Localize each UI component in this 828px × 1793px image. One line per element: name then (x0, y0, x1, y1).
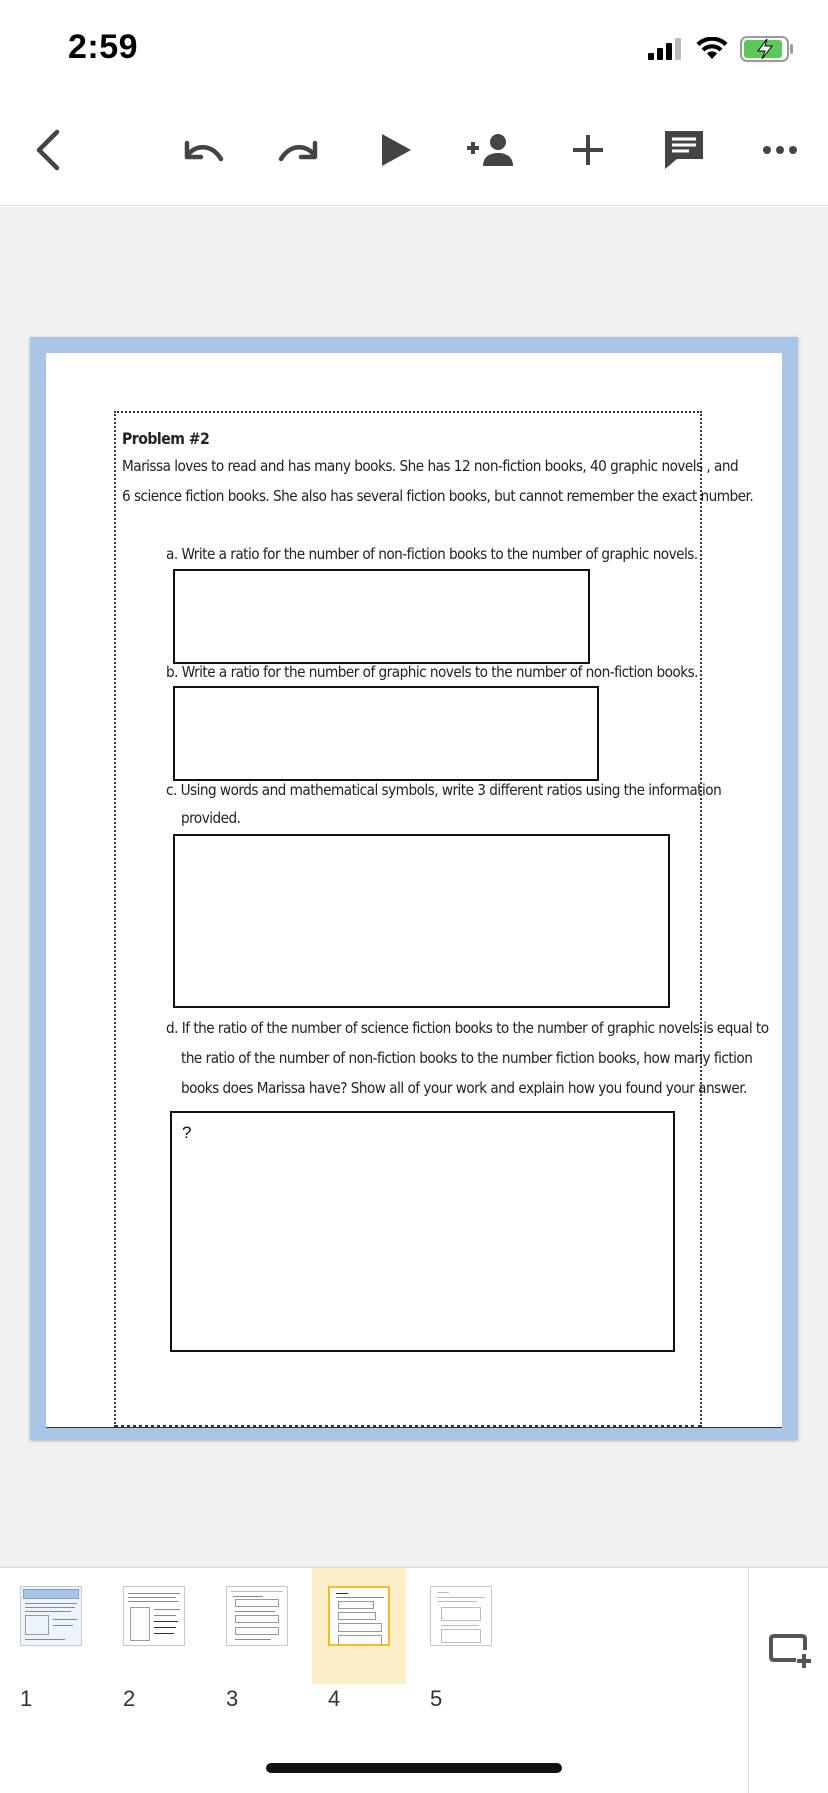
question-d-line-3: books does Marissa have? Show all of your work and explain how you found your answer. (181, 1079, 747, 1097)
slide-canvas[interactable] (0, 207, 828, 1567)
thumbnail-divider (748, 1568, 749, 1793)
slide-thumbnail-4[interactable] (312, 1568, 406, 1711)
slide-thumbnail-number: 3 (226, 1686, 239, 1711)
comment-icon (663, 129, 705, 171)
slide-frame[interactable] (30, 337, 798, 1440)
home-indicator[interactable] (266, 1763, 562, 1773)
answer-box-c[interactable] (173, 834, 670, 1008)
slide-thumbnail-image (123, 1586, 185, 1646)
question-c-line-2: provided. (181, 809, 241, 827)
status-icons (648, 36, 794, 62)
status-time: 2:59 (68, 28, 139, 66)
slide-thumbnail-image (226, 1586, 288, 1646)
plus-icon (570, 132, 606, 168)
play-icon (379, 132, 413, 168)
slide-thumbnail-2[interactable] (107, 1568, 201, 1711)
cellular-signal-icon (648, 38, 684, 60)
add-slide-icon (768, 1630, 812, 1670)
answer-box-b[interactable] (173, 686, 599, 781)
more-icon (762, 145, 798, 155)
answer-box-d[interactable] (170, 1111, 675, 1352)
share-button[interactable] (462, 120, 522, 180)
slide-thumbnail-strip (0, 1567, 828, 1792)
present-button[interactable] (366, 120, 426, 180)
slide-thumbnail-number: 5 (430, 1686, 443, 1711)
undo-button[interactable] (172, 120, 232, 180)
question-d-line-1: d. If the ratio of the number of science fiction books to the number of graphic novels is equal to (166, 1019, 769, 1037)
slide-thumbnail-image (328, 1586, 390, 1646)
question-a: a. Write a ratio for the number of non-fiction books to the number of graphic novels. (166, 545, 698, 563)
back-button[interactable] (18, 120, 78, 180)
answer-d-text[interactable]: ? (182, 1123, 192, 1142)
add-slide-button[interactable] (766, 1626, 814, 1674)
question-d-line-2: the ratio of the number of non-fiction books to the number fiction books, how many fiction (181, 1049, 753, 1067)
problem-title: Problem #2 (122, 429, 210, 448)
slide-page[interactable] (46, 353, 782, 1428)
answer-box-a[interactable] (173, 569, 590, 664)
intro-line-2: 6 science fiction books. She also has several fiction books, but cannot remember the exact number. (122, 487, 754, 505)
slide-thumbnail-1[interactable] (4, 1568, 98, 1711)
person-add-icon (467, 132, 517, 168)
slide-thumbnail-image (430, 1586, 492, 1646)
slide-thumbnail-5[interactable] (414, 1568, 508, 1711)
question-c-line-1: c. Using words and mathematical symbols, write 3 different ratios using the information (166, 781, 722, 799)
slide-thumbnail-image (20, 1586, 82, 1646)
slide-thumbnail-number: 2 (123, 1686, 136, 1711)
back-icon (33, 128, 63, 172)
redo-icon (277, 135, 323, 165)
insert-button[interactable] (558, 120, 618, 180)
slide-thumbnail-number: 1 (20, 1686, 33, 1711)
battery-charging-icon (740, 36, 794, 62)
intro-line-1: Marissa loves to read and has many books. She has 12 non-fiction books, 40 graphic novels , and (122, 457, 739, 475)
slide-thumbnail-number: 4 (328, 1686, 341, 1711)
slide-thumbnail-3[interactable] (210, 1568, 304, 1711)
question-b: b. Write a ratio for the number of graphic novels to the number of non-fiction books. (166, 663, 698, 681)
undo-icon (179, 135, 225, 165)
redo-button[interactable] (270, 120, 330, 180)
status-bar (0, 0, 828, 98)
editor-toolbar (0, 98, 828, 206)
comments-button[interactable] (654, 120, 714, 180)
wifi-icon (696, 37, 728, 61)
more-options-button[interactable] (750, 120, 810, 180)
